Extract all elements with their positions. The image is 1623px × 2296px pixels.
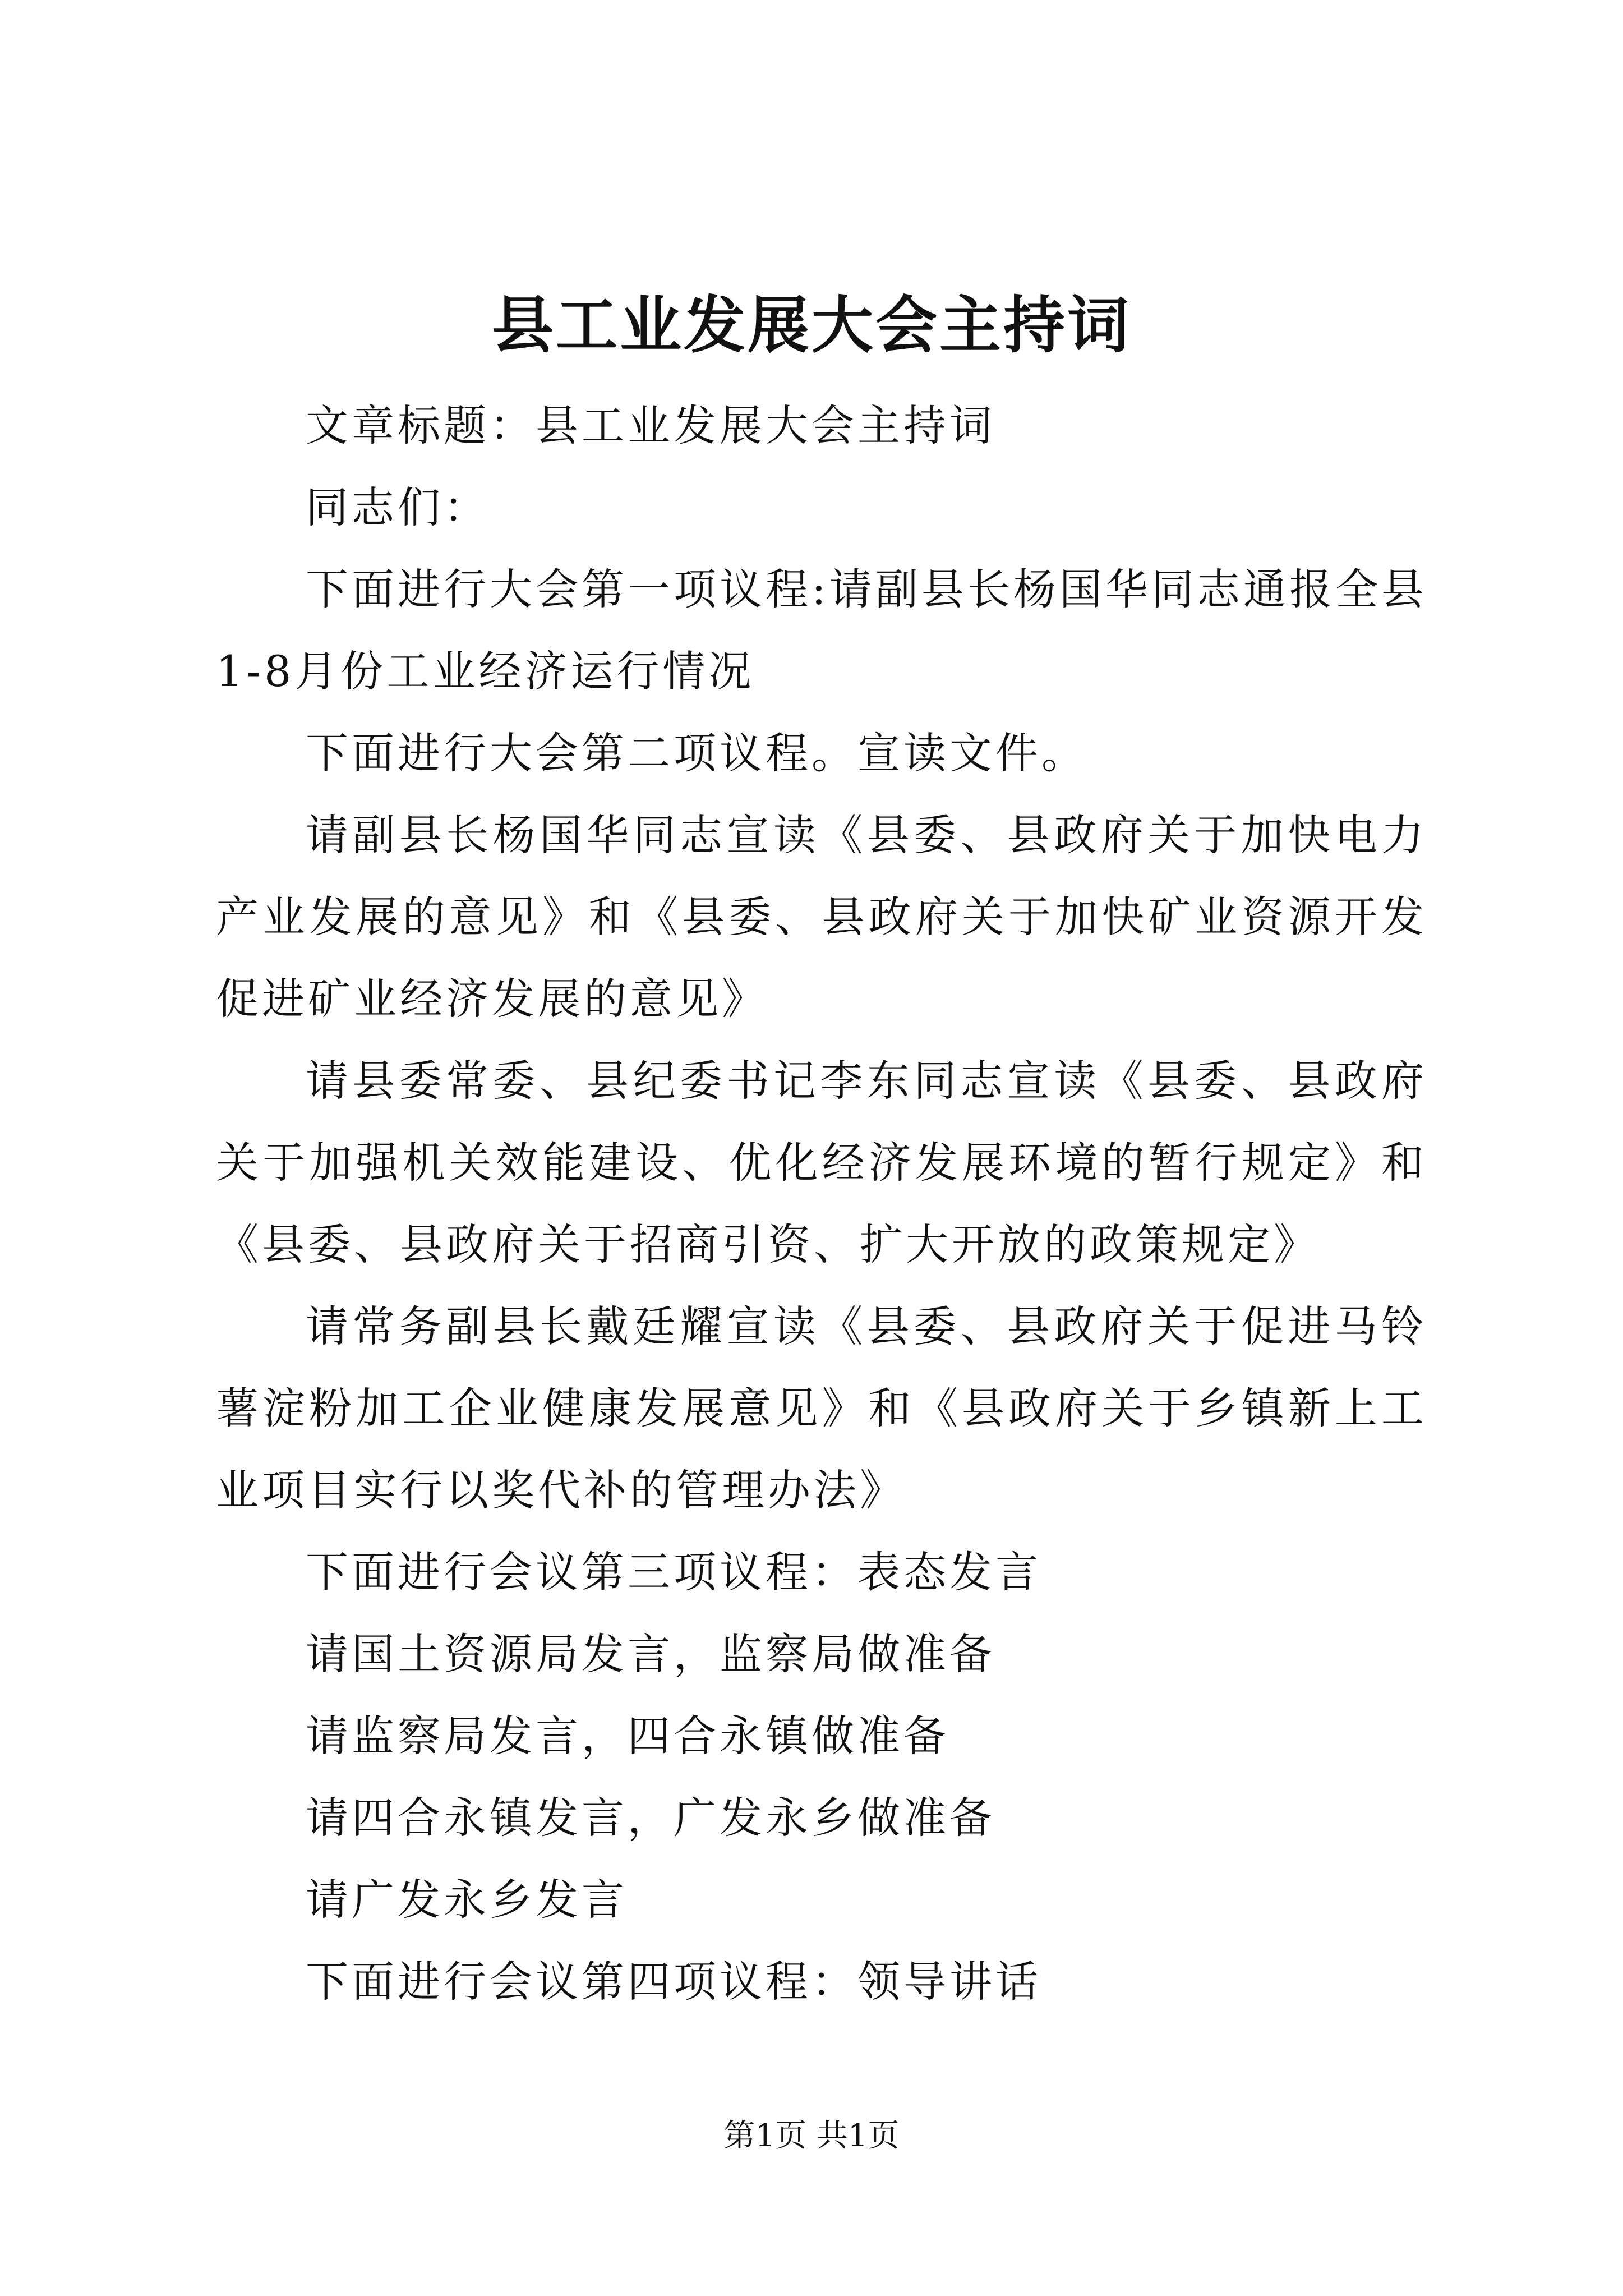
paragraph-agenda-2: 下面进行大会第二项议程。宣读文件。 <box>306 728 1087 778</box>
paragraph-salutation: 同志们： <box>306 482 490 532</box>
paragraph-agenda-4: 下面进行会议第四项议程：领导讲话 <box>306 1957 1041 2007</box>
paragraph-article-title: 文章标题：县工业发展大会主持词 <box>306 401 995 450</box>
paragraph-agenda-1: 下面进行大会第一项议程:请副县长杨国华同志通报全县1-8月份工业经济运行情况 <box>216 564 1427 696</box>
paragraph-document-reading-2: 请县委常委、县纪委书记李东同志宣读《县委、县政府关于加强机关效能建设、优化经济发展环境的暂行规定》和《县委、县政府关于招商引资、扩大开放的政策规定》 <box>216 1056 1427 1269</box>
paragraph-speaker-3: 请四合永镇发言，广发永乡做准备 <box>306 1793 995 1843</box>
paragraph-speaker-2: 请监察局发言，四合永镇做准备 <box>306 1711 949 1761</box>
paragraph-document-reading-1: 请副县长杨国华同志宣读《县委、县政府关于加快电力产业发展的意见》和《县委、县政府关于加快矿业资源开发促进矿业经济发展的意见》 <box>216 810 1427 1024</box>
document-body <box>216 385 1427 2023</box>
paragraph-speaker-4: 请广发永乡发言 <box>306 1875 628 1925</box>
paragraph-document-reading-3: 请常务副县长戴廷耀宣读《县委、县政府关于促进马铃薯淀粉加工企业健康发展意见》和《县政府关于乡镇新上工业项目实行以奖代补的管理办法》 <box>216 1301 1427 1515</box>
page-footer: 第1页 共1页 <box>723 2118 900 2154</box>
document-title: 县工业发展大会主持词 <box>492 289 1131 361</box>
paragraph-agenda-3: 下面进行会议第三项议程：表态发言 <box>306 1547 1041 1597</box>
paragraph-speaker-1: 请国土资源局发言，监察局做准备 <box>306 1629 995 1679</box>
